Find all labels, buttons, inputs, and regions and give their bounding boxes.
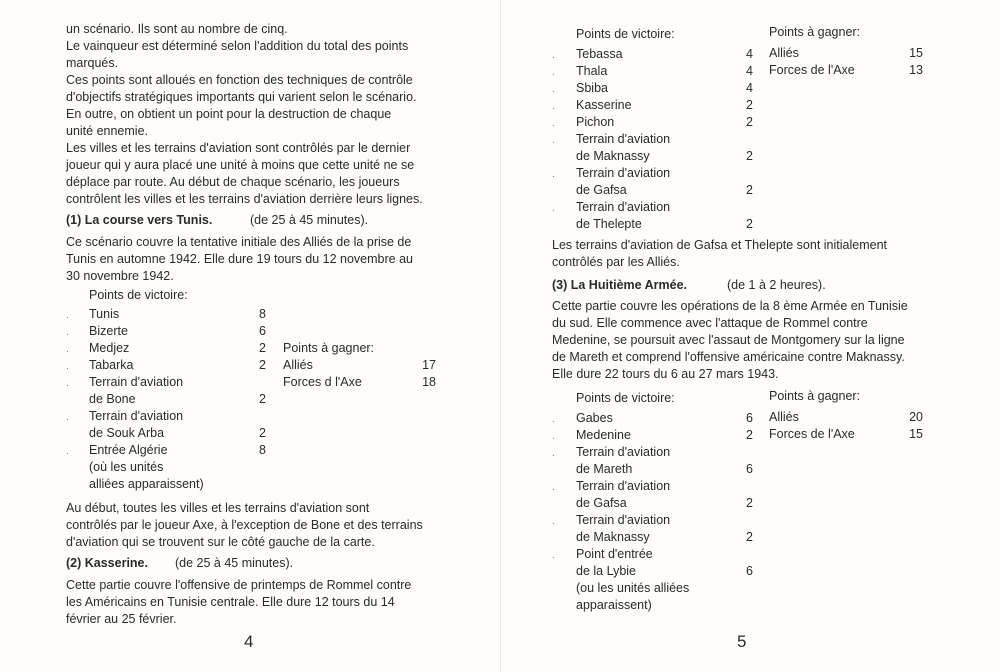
vp-points: 2 bbox=[259, 341, 266, 355]
vp-points: 2 bbox=[259, 426, 266, 440]
text-line: contrôlés par les Alliés. bbox=[552, 255, 680, 269]
bullet-dot: . bbox=[552, 101, 555, 112]
win-points: 15 bbox=[909, 46, 923, 60]
win-name: Forces de l'Axe bbox=[769, 63, 855, 77]
win-points: 20 bbox=[909, 410, 923, 424]
page-right bbox=[500, 0, 1000, 672]
bullet-dot: . bbox=[66, 327, 69, 338]
text-line: marqués. bbox=[66, 56, 119, 70]
bullet-dot: . bbox=[552, 135, 555, 146]
win-name: Alliés bbox=[769, 410, 799, 424]
text-line: Ce scénario couvre la tentative initiale des Alliés de la prise de bbox=[66, 235, 412, 249]
table-label: Points de victoire: bbox=[576, 391, 675, 405]
win-name: Forces d l'Axe bbox=[283, 375, 362, 389]
page-number: 5 bbox=[737, 632, 747, 651]
bullet-dot: . bbox=[552, 431, 555, 442]
table-label: Points à gagner: bbox=[769, 389, 861, 403]
win-name: Forces de l'Axe bbox=[769, 427, 855, 441]
bullet-dot: . bbox=[66, 344, 69, 355]
text-line: contrôlés par le joueur Axe, à l'exception de Bone et des terrains bbox=[66, 518, 423, 532]
vp-name: (ou les unités alliées bbox=[576, 581, 690, 595]
vp-name: Terrain d'aviation bbox=[576, 479, 671, 493]
section-heading-3: (3) La Huitième Armée. bbox=[552, 278, 687, 292]
section-heading-2: (2) Kasserine. bbox=[66, 556, 148, 570]
bullet-dot: . bbox=[552, 516, 555, 527]
vp-points: 2 bbox=[746, 183, 753, 197]
win-name: Alliés bbox=[283, 358, 313, 372]
text-line: d'objectifs stratégiques importants qui varient selon le scénario. bbox=[66, 90, 417, 104]
text-line: Cette partie couvre l'offensive de printemps de Rommel contre bbox=[66, 578, 412, 592]
vp-points: 4 bbox=[746, 47, 753, 61]
section-duration-3: (de 1 à 2 heures). bbox=[727, 278, 826, 292]
vp-name: Medenine bbox=[576, 428, 631, 442]
vp-name: de Maknassy bbox=[576, 530, 650, 544]
vp-name: de la Lybie bbox=[576, 564, 636, 578]
vp-points: 2 bbox=[746, 149, 753, 163]
vp-name: de Thelepte bbox=[576, 217, 642, 231]
vp-points: 6 bbox=[746, 462, 753, 476]
bullet-dot: . bbox=[66, 446, 69, 457]
bullet-dot: . bbox=[66, 412, 69, 423]
text-line: joueur qui y aura placé une unité à moins que cette unité ne se bbox=[66, 158, 415, 172]
vp-name: de Bone bbox=[89, 392, 136, 406]
vp-name: de Mareth bbox=[576, 462, 633, 476]
vp-points: 4 bbox=[746, 64, 753, 78]
table-label: Points à gagner: bbox=[283, 341, 375, 355]
vp-name: Point d'entrée bbox=[576, 547, 653, 561]
vp-name: Kasserine bbox=[576, 98, 632, 112]
vp-name: de Souk Arba bbox=[89, 426, 165, 440]
vp-points: 2 bbox=[746, 428, 753, 442]
bullet-dot: . bbox=[552, 448, 555, 459]
bullet-dot: . bbox=[552, 67, 555, 78]
text-line: unité ennemie. bbox=[66, 124, 149, 138]
text-line: Cette partie couvre les opérations de la 8 ème Armée en Tunisie bbox=[552, 299, 908, 313]
win-points: 15 bbox=[909, 427, 923, 441]
bullet-dot: . bbox=[552, 169, 555, 180]
win-name: Alliés bbox=[769, 46, 799, 60]
vp-points: 4 bbox=[746, 81, 753, 95]
vp-points: 2 bbox=[746, 530, 753, 544]
text-line: Medenine, se poursuit avec l'assaut de Montgomery sur la ligne bbox=[552, 333, 905, 347]
vp-name: Terrain d'aviation bbox=[576, 200, 671, 214]
text-line: Les terrains d'aviation de Gafsa et Thelepte sont initialement bbox=[552, 238, 887, 252]
bullet-dot: . bbox=[552, 118, 555, 129]
vp-name: Terrain d'aviation bbox=[89, 409, 184, 423]
vp-name: Terrain d'aviation bbox=[576, 132, 671, 146]
bullet-dot: . bbox=[552, 84, 555, 95]
text-line: 30 novembre 1942. bbox=[66, 269, 174, 283]
vp-points: 8 bbox=[259, 443, 266, 457]
vp-name: Terrain d'aviation bbox=[576, 445, 671, 459]
table-label: Points de victoire: bbox=[89, 288, 188, 302]
vp-name: de Gafsa bbox=[576, 183, 627, 197]
bullet-dot: . bbox=[552, 414, 555, 425]
vp-name: Gabes bbox=[576, 411, 613, 425]
vp-points: 2 bbox=[746, 98, 753, 112]
bullet-dot: . bbox=[66, 378, 69, 389]
vp-name: Pichon bbox=[576, 115, 615, 129]
section-heading-1: (1) La course vers Tunis. bbox=[66, 213, 213, 227]
vp-points: 2 bbox=[746, 115, 753, 129]
vp-name: Tabarka bbox=[89, 358, 134, 372]
vp-points: 2 bbox=[259, 358, 266, 372]
table-label: Points à gagner: bbox=[769, 25, 861, 39]
text-line: Ces points sont alloués en fonction des techniques de contrôle bbox=[66, 73, 413, 87]
text-line: En outre, on obtient un point pour la destruction de chaque bbox=[66, 107, 392, 121]
bullet-dot: . bbox=[552, 550, 555, 561]
vp-points: 2 bbox=[746, 496, 753, 510]
vp-name: de Gafsa bbox=[576, 496, 627, 510]
vp-name: Terrain d'aviation bbox=[576, 513, 671, 527]
text-line: contrôlent les villes et les terrains d'aviation derrière leurs lignes. bbox=[66, 192, 423, 206]
text-line: déplace par route. Au début de chaque scénario, les joueurs bbox=[66, 175, 400, 189]
win-points: 13 bbox=[909, 63, 923, 77]
text-line: les Américains en Tunisie centrale. Elle dure 12 tours du 14 bbox=[66, 595, 395, 609]
text-line: Les villes et les terrains d'aviation sont contrôlés par le dernier bbox=[66, 141, 411, 155]
vp-name: de Maknassy bbox=[576, 149, 650, 163]
vp-points: 8 bbox=[259, 307, 266, 321]
text-line: février au 25 février. bbox=[66, 612, 177, 626]
section-duration-1: (de 25 à 45 minutes). bbox=[250, 213, 369, 227]
text-line: d'aviation qui se trouvent sur le côté gauche de la carte. bbox=[66, 535, 375, 549]
vp-name: alliées apparaissent) bbox=[89, 477, 204, 491]
vp-points: 2 bbox=[259, 392, 266, 406]
vp-name: Thala bbox=[576, 64, 608, 78]
bullet-dot: . bbox=[66, 310, 69, 321]
vp-name: (où les unités bbox=[89, 460, 164, 474]
vp-name: Tunis bbox=[89, 307, 120, 321]
text-line: un scénario. Ils sont au nombre de cinq. bbox=[66, 22, 288, 36]
bullet-dot: . bbox=[552, 482, 555, 493]
text-line: Elle dure 22 tours du 6 au 27 mars 1943. bbox=[552, 367, 779, 381]
text-line: Le vainqueur est déterminé selon l'addition du total des points bbox=[66, 39, 409, 53]
vp-name: Bizerte bbox=[89, 324, 128, 338]
vp-name: Entrée Algérie bbox=[89, 443, 168, 457]
vp-name: Sbiba bbox=[576, 81, 608, 95]
text-line: du sud. Elle commence avec l'attaque de Rommel contre bbox=[552, 316, 868, 330]
text-line: Au début, toutes les villes et les terrains d'aviation sont bbox=[66, 501, 370, 515]
vp-name: Medjez bbox=[89, 341, 130, 355]
vp-name: Terrain d'aviation bbox=[576, 166, 671, 180]
vp-points: 6 bbox=[746, 564, 753, 578]
bullet-dot: . bbox=[552, 50, 555, 61]
text-line: Tunis en automne 1942. Elle dure 19 tours du 12 novembre au bbox=[66, 252, 413, 266]
win-points: 17 bbox=[422, 358, 436, 372]
vp-name: Tebassa bbox=[576, 47, 623, 61]
vp-name: apparaissent) bbox=[576, 598, 652, 612]
vp-points: 2 bbox=[746, 217, 753, 231]
table-label: Points de victoire: bbox=[576, 27, 675, 41]
win-points: 18 bbox=[422, 375, 436, 389]
page-number: 4 bbox=[244, 632, 254, 651]
text-line: de Mareth et comprend l'offensive américaine contre Maknassy. bbox=[552, 350, 905, 364]
section-duration-2: (de 25 à 45 minutes). bbox=[175, 556, 294, 570]
vp-points: 6 bbox=[259, 324, 266, 338]
bullet-dot: . bbox=[66, 361, 69, 372]
vp-points: 6 bbox=[746, 411, 753, 425]
vp-name: Terrain d'aviation bbox=[89, 375, 184, 389]
bullet-dot: . bbox=[552, 203, 555, 214]
